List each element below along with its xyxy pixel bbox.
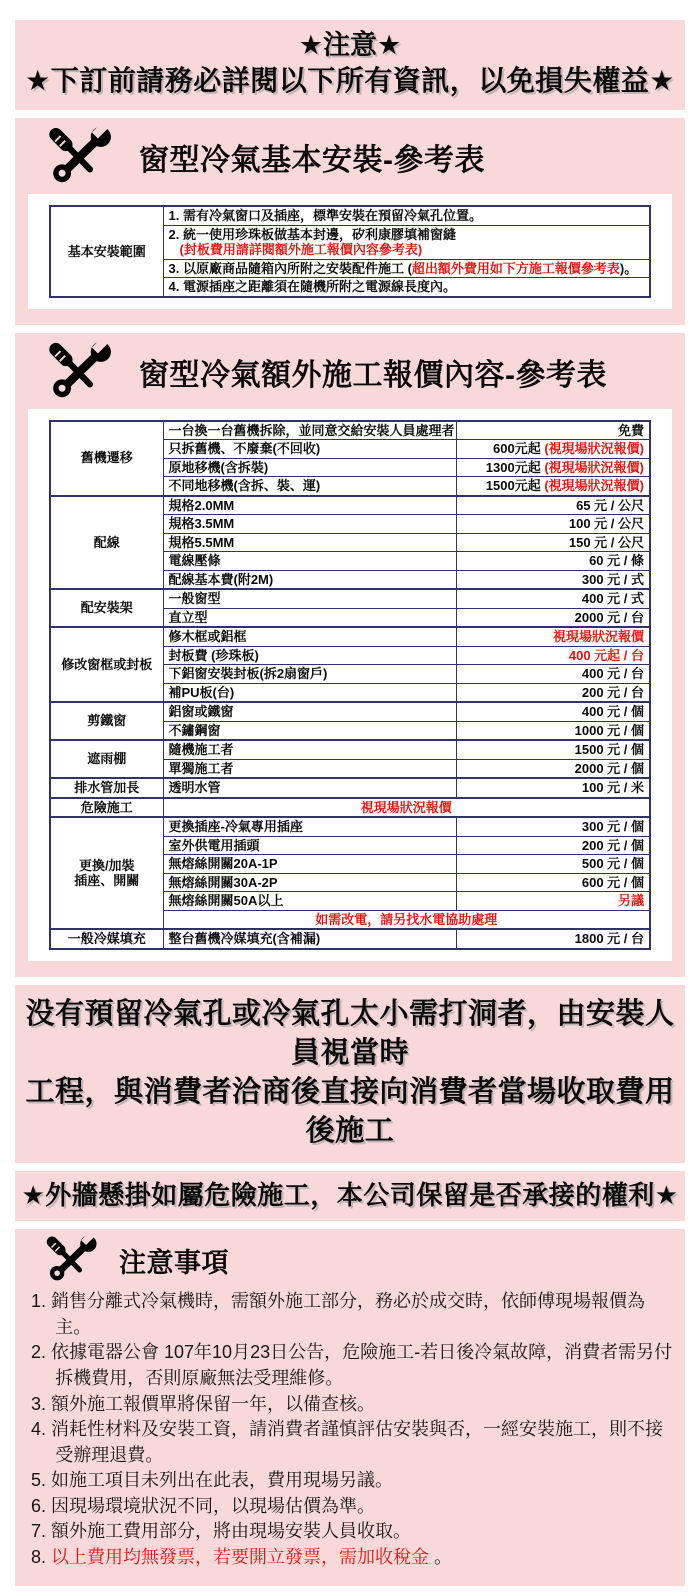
note-item <box>31 1468 673 1494</box>
price-cell <box>456 570 650 589</box>
group-label-cell <box>50 798 163 818</box>
highlight-text: 另議 <box>617 893 644 909</box>
extra-quote-title: 窗型冷氣額外施工報價內容-參考表 <box>139 358 607 392</box>
item-cell: 不鏽鋼窗 <box>163 721 456 740</box>
text-span: 100 元 / 公尺 <box>568 516 644 532</box>
group-label-cell <box>50 778 163 798</box>
group-label-cell <box>50 929 163 949</box>
table-row <box>50 778 650 798</box>
basic-install-table <box>49 205 651 298</box>
extra-quote-table <box>49 420 651 950</box>
text-span: 400 元 / 個 <box>581 704 644 720</box>
highlight-text: (視現場狀況報價) <box>544 459 644 475</box>
price-cell <box>456 817 650 836</box>
item-cell: 隨機施工者 <box>163 740 456 759</box>
price-cell <box>456 665 650 684</box>
text-span: 8. <box>31 1546 52 1567</box>
description-cell <box>163 225 650 259</box>
highlight-text: 超出額外費用如下方施工報價參考表 <box>411 260 620 276</box>
highlight-text: (封板費用請詳閱額外施工報價內容參考表) <box>179 242 423 258</box>
group-label-line: 排水管加長 <box>74 780 140 796</box>
text-span: )。 <box>619 260 638 276</box>
description-cell <box>163 278 650 297</box>
notice-subtitle: ★下訂前請務必詳閱以下所有資訊，以免損失權益★ <box>25 64 675 96</box>
item-cell: 規格2.0MM <box>163 496 456 515</box>
item-cell: 修木框或鋁框 <box>163 627 456 646</box>
notes-title: 注意事項 <box>119 1247 229 1278</box>
text-span: 1. 需有冷氣窗口及插座，標準安裝在預留冷氣孔位置。 <box>168 208 482 224</box>
table-row <box>50 421 650 440</box>
text-span: 60 元 / 條 <box>589 553 644 569</box>
extra-quote-title-row <box>15 333 685 409</box>
text-span: 2. 依據電器公會 107年10月23日公告，危險施工-若日後冷氣故障，消費者需另付拆機費用，否則原廠無法受理維修。 <box>31 1342 673 1389</box>
notice-title: ★注意★ <box>298 30 402 60</box>
text-span: 600元起 <box>493 441 545 457</box>
no-hole-notice-banner <box>15 985 685 1164</box>
price-cell <box>456 477 650 496</box>
text-span: 4. 電源插座之距離須在隨機所附之電源線長度內。 <box>168 279 456 295</box>
table-row <box>50 206 650 225</box>
text-span: 3. 額外施工報價單將保留一年，以備查核。 <box>31 1393 376 1414</box>
group-label-line: 更換/加裝 <box>78 857 135 873</box>
text-span: 1300元起 <box>485 459 545 475</box>
price-cell <box>456 515 650 534</box>
group-label-cell <box>50 421 163 496</box>
basic-install-title: 窗型冷氣基本安裝-參考表 <box>139 144 485 178</box>
price-cell <box>456 683 650 702</box>
basic-install-section <box>15 118 685 325</box>
group-label-line: 配線 <box>93 534 120 550</box>
item-cell: 室外供電用插頭 <box>163 836 456 855</box>
item-cell: 一般窗型 <box>163 589 456 608</box>
note-item <box>31 1519 673 1545</box>
price-cell <box>456 646 650 665</box>
table-row <box>50 589 650 608</box>
price-cell <box>456 458 650 477</box>
text-span: 200 元 / 台 <box>581 684 644 700</box>
text-span: 200 元 / 個 <box>581 837 644 853</box>
text-span: 1500元起 <box>485 478 545 494</box>
price-cell <box>456 608 650 627</box>
note-item <box>31 1494 673 1520</box>
text-span: 150 元 / 公尺 <box>568 534 644 550</box>
no-hole-notice-line2: 工程，與消費者洽商後直接向消費者當場收取費用後施工 <box>25 1075 675 1148</box>
item-cell: 透明水管 <box>163 778 456 798</box>
price-cell <box>456 759 650 778</box>
basic-install-table-body <box>50 206 650 297</box>
price-cell <box>456 533 650 552</box>
note-item <box>31 1340 673 1391</box>
group-label-line: 剪鐵窗 <box>87 713 127 729</box>
item-cell: 封板費 (珍珠板) <box>163 646 456 665</box>
text-span: 1000 元 / 個 <box>574 722 644 738</box>
group-label-line: 遮雨棚 <box>87 751 127 767</box>
text-span: 100 元 / 米 <box>581 780 644 796</box>
basic-install-table-wrap <box>28 194 672 309</box>
text-span: 300 元 / 式 <box>581 571 644 587</box>
item-cell: 電線壓條 <box>163 552 456 571</box>
wall-mount-notice-banner <box>15 1171 685 1221</box>
text-span: 1. 銷售分離式冷氣機時，需額外施工部分，務必於成交時，依師傅現場報價為主。 <box>31 1291 646 1337</box>
text-span: 400 元 / 台 <box>581 666 644 682</box>
text-span: 2. 統一使用珍珠板做基本封邊，矽利康膠填補窗縫 <box>168 226 456 242</box>
price-cell <box>456 855 650 874</box>
table-row <box>50 740 650 759</box>
text-span: 400 元 / 式 <box>581 591 644 607</box>
item-cell: 鋁窗或鐵窗 <box>163 702 456 721</box>
notes-section <box>15 1229 685 1586</box>
no-hole-notice-line1: 没有預留冷氣孔或冷氣孔太小需打洞者，由安裝人員視當時 <box>25 997 675 1069</box>
extra-quote-table-wrap <box>28 409 672 961</box>
text-span: 4. 消耗性材料及安裝工資，請消費者謹慎評估安裝與否，一經安裝施工，則不接受辦理退費。 <box>31 1419 664 1465</box>
item-cell: 無熔絲開關20A-1P <box>163 855 456 874</box>
table-row <box>50 798 650 818</box>
table-row <box>50 627 650 646</box>
text-span: 2000 元 / 台 <box>574 609 644 625</box>
price-cell <box>456 929 650 949</box>
group-label-line: 插座、開關 <box>74 873 140 889</box>
note-item <box>31 1417 673 1468</box>
note-item <box>31 1289 673 1340</box>
basic-install-title-row <box>15 118 685 194</box>
price-cell <box>456 440 650 459</box>
price-cell <box>456 589 650 608</box>
item-cell: 無熔絲開關50A以上 <box>163 892 456 911</box>
item-cell: 原地移機(含拆裝) <box>163 458 456 477</box>
item-cell: 一台換一台舊機拆除，並同意交給安裝人員處理者 <box>163 421 456 440</box>
span-note-cell <box>163 910 650 929</box>
wall-mount-notice-text: ★外牆懸掛如屬危險施工，本公司保留是否承接的權利★ <box>21 1180 679 1211</box>
price-cell <box>456 496 650 515</box>
group-label-line: 一般冷媒填充 <box>67 931 146 947</box>
group-label-line: 配安裝架 <box>80 600 133 616</box>
item-cell: 不同地移機(含拆、裝、運) <box>163 477 456 496</box>
highlight-text: (視現場狀況報價) <box>544 441 644 457</box>
item-cell: 下鋁窗安裝封板(拆2扇窗戶) <box>163 665 456 684</box>
description-cell <box>163 206 650 225</box>
price-cell <box>456 627 650 646</box>
description-cell <box>163 259 650 278</box>
price-cell <box>456 552 650 571</box>
group-label-line: 修改窗框或封板 <box>61 656 153 672</box>
highlight-text: 視現場狀況報價 <box>552 629 644 645</box>
group-label-cell <box>50 817 163 929</box>
item-cell: 整台舊機冷媒填充(含補漏) <box>163 929 456 949</box>
highlight-text: 如需改電，請另找水電協助處理 <box>315 911 498 927</box>
group-label-cell <box>50 589 163 627</box>
text-span: 2000 元 / 個 <box>574 760 644 776</box>
item-cell: 單獨施工者 <box>163 759 456 778</box>
table-row <box>50 496 650 515</box>
highlight-text: 以上費用均無發票，若要開立發票，需加收稅金 <box>51 1546 430 1567</box>
group-label-cell <box>50 740 163 778</box>
item-cell: 只拆舊機、不廢棄(不回收) <box>163 440 456 459</box>
table-row <box>50 702 650 721</box>
price-cell <box>456 836 650 855</box>
group-label-line: 危險施工 <box>80 799 133 815</box>
table-row <box>50 817 650 836</box>
item-cell: 規格3.5MM <box>163 515 456 534</box>
text-span: 600 元 / 個 <box>581 874 644 890</box>
text-span: 免費 <box>617 422 644 438</box>
item-cell: 直立型 <box>163 608 456 627</box>
price-cell <box>456 778 650 798</box>
highlight-text: (視現場狀況報價) <box>544 478 644 494</box>
price-cell <box>456 740 650 759</box>
notes-list <box>15 1289 685 1576</box>
group-label-cell <box>50 627 163 702</box>
price-cell <box>456 873 650 892</box>
group-label-cell <box>50 702 163 740</box>
text-span: 1800 元 / 台 <box>574 931 644 947</box>
group-label-line: 舊機遷移 <box>80 450 133 466</box>
text-span: 500 元 / 個 <box>581 856 644 872</box>
extra-quote-section <box>15 333 685 977</box>
tools-icon <box>35 126 131 188</box>
tools-icon <box>37 1235 111 1285</box>
text-span: 1500 元 / 個 <box>574 742 644 758</box>
notes-title-row <box>15 1229 685 1289</box>
price-cell <box>456 721 650 740</box>
price-cell <box>456 421 650 440</box>
group-label-cell <box>50 496 163 590</box>
extra-quote-table-body <box>50 421 650 949</box>
tools-icon <box>35 341 131 403</box>
item-cell: 配線基本費(附2M) <box>163 570 456 589</box>
text-span: 5. 如施工項目未列出在此表，費用現場另議。 <box>31 1470 394 1491</box>
item-cell: 更換插座-冷氣專用插座 <box>163 817 456 836</box>
item-cell: 補PU板(台) <box>163 683 456 702</box>
text-span: 7. 額外施工費用部分，將由現場安裝人員收取。 <box>31 1521 412 1542</box>
note-item <box>31 1545 673 1571</box>
item-cell: 無熔絲開關30A-2P <box>163 873 456 892</box>
item-cell: 規格5.5MM <box>163 533 456 552</box>
scope-label-cell: 基本安裝範圍 <box>50 206 163 297</box>
note-item <box>31 1392 673 1418</box>
price-cell <box>456 702 650 721</box>
highlight-text: 400 元起 / 台 <box>568 647 644 663</box>
text-span: 65 元 / 公尺 <box>576 497 644 513</box>
price-cell <box>456 892 650 911</box>
top-notice-banner <box>15 20 685 110</box>
text-span: 6. 因現場環境狀況不同，以現場估價為準。 <box>31 1495 376 1516</box>
span-note-cell <box>163 798 650 818</box>
highlight-text: 視現場狀況報價 <box>360 799 452 815</box>
text-span: 3. 以原廠商品隨箱內所附之安裝配件施工 ( <box>168 260 412 276</box>
text-span: 。 <box>429 1546 453 1567</box>
table-row <box>50 929 650 949</box>
text-span: 300 元 / 個 <box>581 819 644 835</box>
